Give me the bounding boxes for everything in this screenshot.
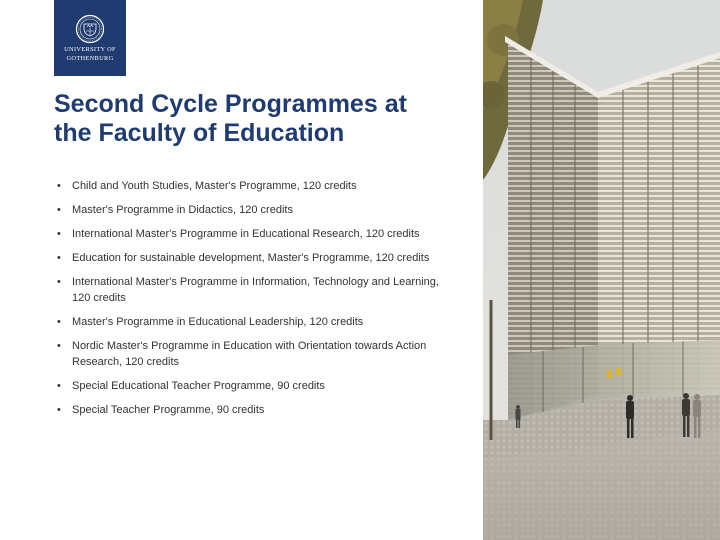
programme-name-line: • Nordic Master's Programme in Education with Orientation towards Action: [72, 340, 427, 352]
programme-name: [72, 274, 478, 306]
programme-list-item: [54, 402, 478, 418]
page-title-line-2: the Faculty of Education: [54, 119, 345, 147]
building-photo-image: [483, 0, 720, 540]
building-photo: [483, 0, 720, 540]
page-title: [54, 90, 474, 148]
programme-name: [72, 178, 478, 194]
page-title-line-1: Second Cycle Programmes at: [54, 90, 407, 118]
programme-list-item: [54, 202, 478, 218]
programme-name-line: 120 credits: [72, 292, 126, 304]
programme-list-item: [54, 226, 478, 242]
programme-name: [72, 338, 478, 370]
programme-name: [72, 250, 478, 266]
programme-list-item: [54, 314, 478, 330]
programme-list-item: [54, 338, 478, 370]
programme-list-item: [54, 250, 478, 266]
university-seal-icon: [75, 14, 105, 44]
programme-name-line: • International Master's Programme in Educational Research, 120 credits: [72, 228, 420, 240]
programme-list-item: [54, 274, 478, 306]
programme-name: [72, 314, 478, 330]
programme-name-line: • Master's Programme in Educational Leadership, 120 credits: [72, 316, 364, 328]
logo-text-line-1: UNIVERSITY OF: [64, 46, 116, 53]
programme-name-line: • Special Educational Teacher Programme, 90 credits: [72, 380, 325, 392]
programme-name-line: • Special Teacher Programme, 90 credits: [72, 404, 265, 416]
programme-list-item: [54, 178, 478, 194]
programme-name: [72, 402, 478, 418]
programme-name-line: Research, 120 credits: [72, 356, 179, 368]
programme-name-line: • Education for sustainable development, Master's Programme, 120 credits: [72, 252, 430, 264]
programme-list: [54, 178, 478, 418]
programme-name: [72, 202, 478, 218]
programme-name: [72, 378, 478, 394]
university-logo: [54, 0, 126, 76]
logo-text-line-2: GOTHENBURG: [66, 55, 114, 62]
programme-name-line: • International Master's Programme in Information, Technology and Learning,: [72, 276, 439, 288]
programme-name-line: • Master's Programme in Didactics, 120 credits: [72, 204, 293, 216]
programme-name: [72, 226, 478, 242]
programme-name-line: • Child and Youth Studies, Master's Programme, 120 credits: [72, 180, 357, 192]
programme-list-item: [54, 378, 478, 394]
